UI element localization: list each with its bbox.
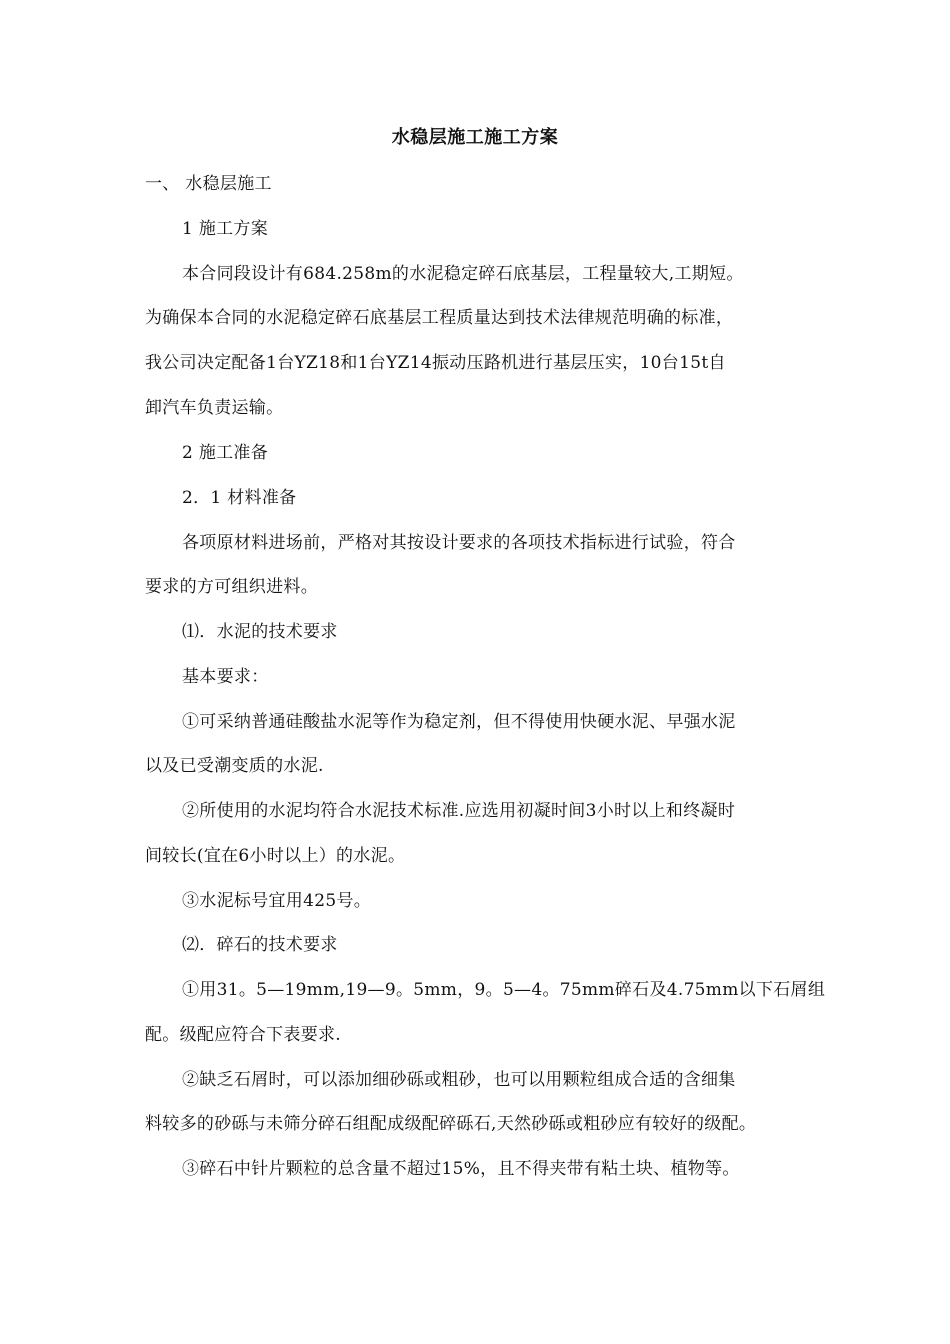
- paragraph-line: ①可采纳普通硅酸盐水泥等作为稳定剂，但不得使用快硬水泥、早强水泥: [182, 712, 736, 732]
- paragraph-line: 我公司决定配备1台YZ18和1台YZ14振动压路机进行基层压实，10台15t自: [145, 353, 726, 373]
- paragraph-line: ①用31。5—19mm,19—9。5mm，9。5—4。75mm碎石及4.75mm以下石屑组: [182, 980, 826, 1000]
- subsection-heading-2-1: 2．1 材料准备: [182, 488, 297, 508]
- paragraph-line: 卸汽车负责运输。: [145, 398, 284, 418]
- paragraph-line: 以及已受潮变质的水泥.: [145, 756, 324, 776]
- item-heading-basic: 基本要求：: [182, 667, 269, 687]
- paragraph-line: 料较多的砂砾与未筛分碎石组配成级配碎砾石,天然砂砾或粗砂应有较好的级配。: [145, 1114, 757, 1134]
- paragraph-line: ③水泥标号宜用425号。: [182, 891, 372, 911]
- paragraph-line: 本合同段设计有684.258m的水泥稳定碎石底基层，工程量较大,工期短。: [182, 264, 744, 284]
- document-title: 水稳层施工施工方案: [391, 127, 559, 148]
- paragraph-line: ③碎石中针片颗粒的总含量不超过15%，且不得夹带有粘土块、植物等。: [182, 1159, 740, 1179]
- paragraph-line: ②所使用的水泥均符合水泥技术标准.应选用初凝时间3小时以上和终凝时: [182, 801, 736, 821]
- paragraph-line: 各项原材料进场前，严格对其按设计要求的各项技术指标进行试验，符合: [182, 533, 736, 553]
- item-heading-cement: ⑴．水泥的技术要求: [182, 622, 338, 642]
- subsection-heading-1: 1 施工方案: [182, 219, 269, 239]
- paragraph-line: ②缺乏石屑时，可以添加细砂砾或粗砂，也可以用颗粒组成合适的含细集: [182, 1070, 736, 1090]
- paragraph-line: 要求的方可组织进料。: [145, 577, 318, 597]
- paragraph-line: 为确保本合同的水泥稳定碎石底基层工程质量达到技术法律规范明确的标准，: [145, 308, 734, 328]
- section-heading-1: 一、 水稳层施工: [145, 174, 272, 194]
- subsection-heading-2: 2 施工准备: [182, 443, 269, 463]
- item-heading-gravel: ⑵．碎石的技术要求: [182, 935, 338, 955]
- paragraph-line: 配。级配应符合下表要求.: [145, 1025, 342, 1045]
- paragraph-line: 间较长(宜在6小时以上）的水泥。: [145, 846, 406, 866]
